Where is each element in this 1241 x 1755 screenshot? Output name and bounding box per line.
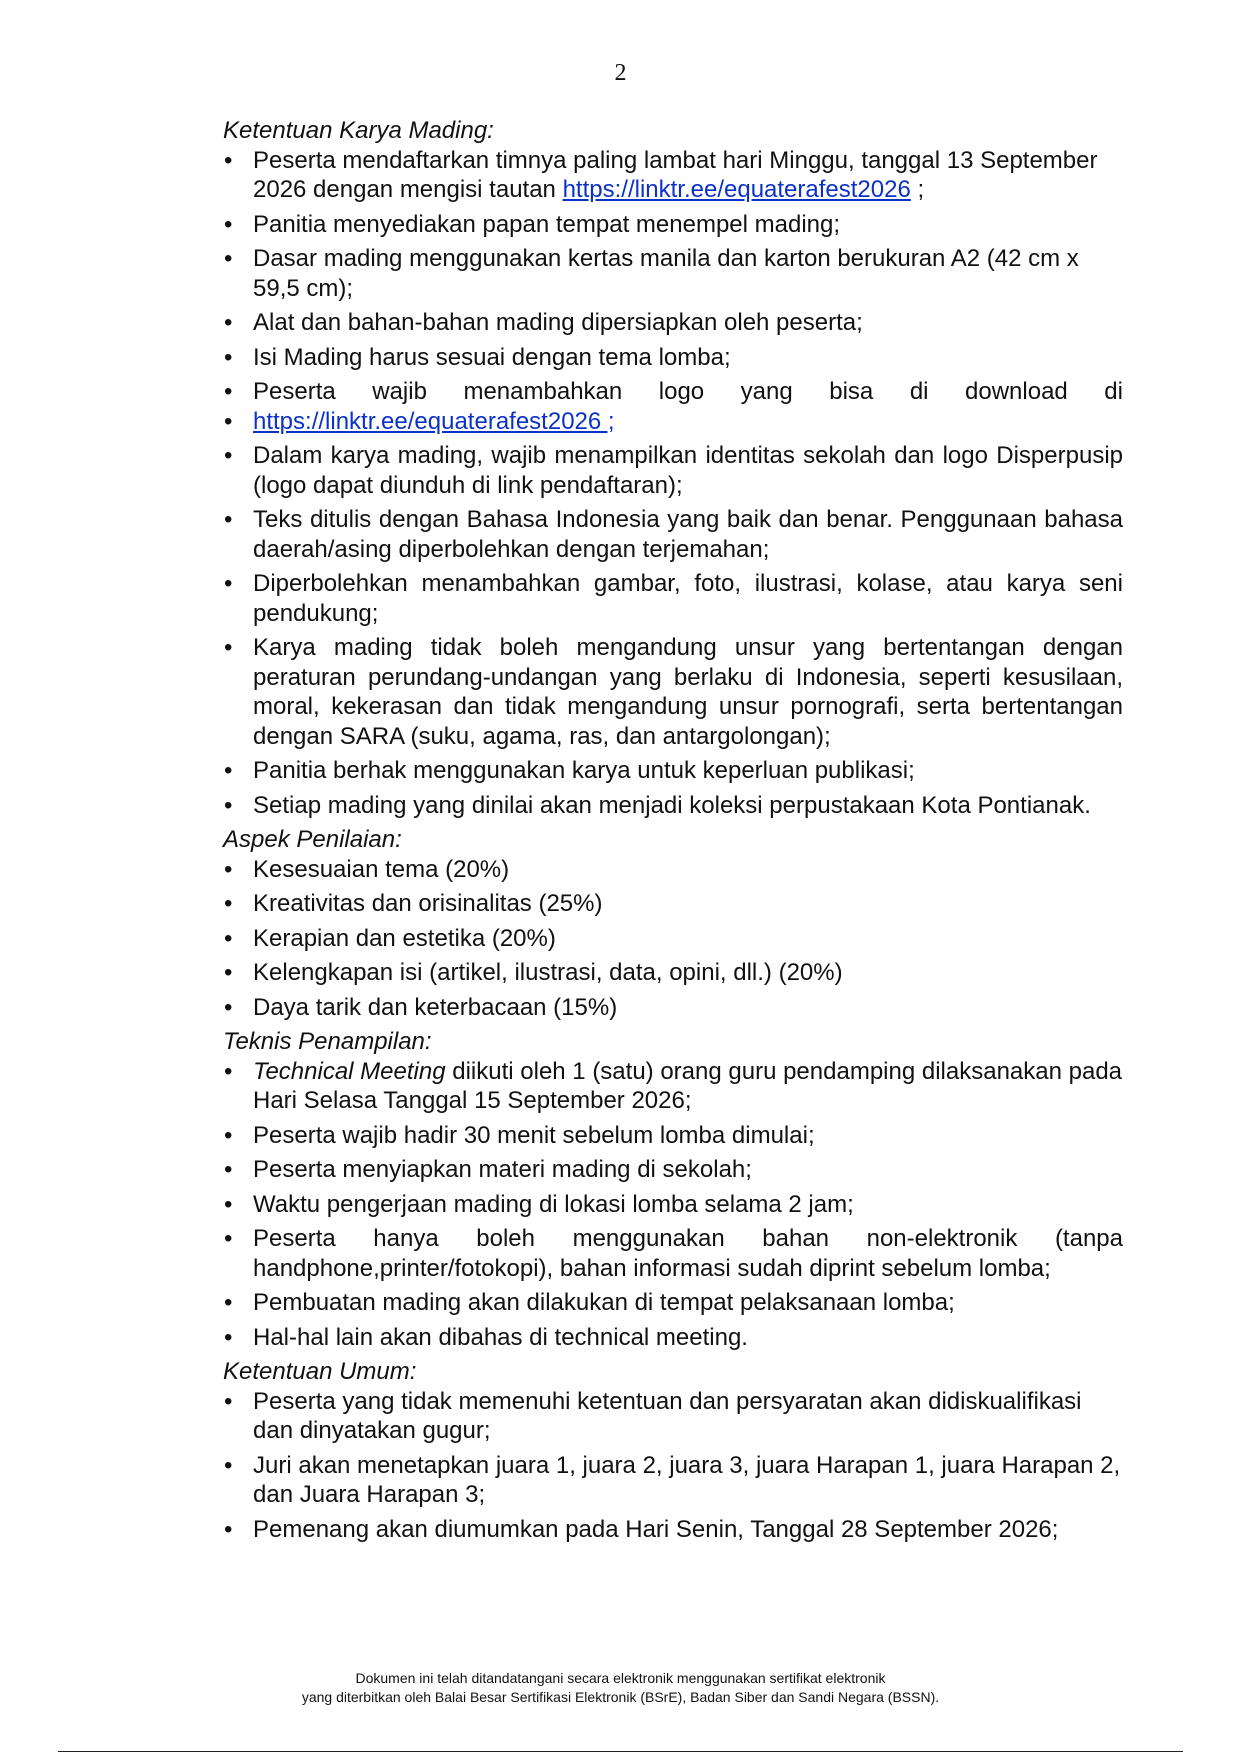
list-item: • Juri akan menetapkan juara 1, juara 2, juara 3, juara Harapan 1, juara Harapan 2, dan Juara Harapan 3; (223, 1451, 1123, 1510)
section-heading-ketentuan-karya-mading: Ketentuan Karya Mading: (223, 117, 494, 144)
list-item: • Alat dan bahan-bahan mading dipersiapkan oleh peserta; (223, 308, 1123, 338)
list-item: • Isi Mading harus sesuai dengan tema lomba; (223, 343, 1123, 373)
list-item: • Peserta yang tidak memenuhi ketentuan dan persyaratan akan didiskualifikasi dan dinyatakan gugur; (223, 1387, 1123, 1446)
list-item: • Peserta wajib hadir 30 menit sebelum lomba dimulai; (223, 1121, 1123, 1151)
list-item: • Kelengkapan isi (artikel, ilustrasi, data, opini, dll.) (20%) (223, 958, 1123, 988)
list-item: • Daya tarik dan keterbacaan (15%) (223, 993, 1123, 1023)
list-item: • Peserta menyiapkan materi mading di sekolah; (223, 1155, 1123, 1185)
section-heading-aspek-penilaian: Aspek Penilaian: (223, 826, 402, 853)
list-item: • Panitia berhak menggunakan karya untuk keperluan publikasi; (223, 756, 1123, 786)
list-item-continuation (223, 407, 1123, 437)
list-item-emphasis: Technical Meeting (253, 1057, 446, 1085)
list-ketentuan-karya-mading (223, 146, 1123, 821)
footer-line-2: yang diterbitkan oleh Balai Besar Sertifikasi Elektronik (BSrE), Badan Siber dan Sandi Negara (BSSN). (301, 1689, 940, 1705)
list-item: • Dasar mading menggunakan kertas manila dan karton berukuran A2 (42 cm x 59,5 cm); (223, 244, 1123, 303)
registration-link[interactable]: https://linktr.ee/equaterafest2026 (562, 176, 911, 203)
list-item (223, 377, 1123, 407)
list-item-text-suffix: ; (910, 176, 925, 203)
list-item: • Kesesuaian tema (20%) (223, 855, 1123, 885)
footer-divider (58, 1751, 1183, 1752)
list-item: • Waktu pengerjaan mading di lokasi lomba selama 2 jam; (223, 1190, 1123, 1220)
list-item-text: Peserta wajib menambahkan logo yang bisa di download di (253, 378, 1123, 405)
list-item: • Pembuatan mading akan dilakukan di tempat pelaksanaan lomba; (223, 1288, 1123, 1318)
footer-line-1: Dokumen ini telah ditandatangani secara elektronik menggunakan sertifikat elektronik (355, 1670, 886, 1686)
list-item: • Karya mading tidak boleh mengandung unsur yang bertentangan dengan peraturan perundang-undangan yang berlaku di Indonesia, seperti kesusilaan, moral, kekerasan dan tidak mengandung unsur pornografi, serta bertentangan dengan SARA (suku, agama, ras, dan antargolongan); (223, 633, 1123, 751)
page-number: 2 (614, 60, 627, 86)
list-item: • Kreativitas dan orisinalitas (25%) (223, 889, 1123, 919)
list-ketentuan-umum (223, 1387, 1123, 1545)
list-aspek-penilaian (223, 855, 1123, 1023)
list-item: • Panitia menyediakan papan tempat menempel mading; (223, 210, 1123, 240)
list-item-text: Peserta mendaftarkan timnya paling lambat hari Minggu, tanggal 13 September 2026 dengan mengisi tautan (253, 146, 1098, 203)
list-item: • Diperbolehkan menambahkan gambar, foto, ilustrasi, kolase, atau karya seni pendukung; (223, 569, 1123, 628)
list-item: • Setiap mading yang dinilai akan menjadi koleksi perpustakaan Kota Pontianak. (223, 791, 1123, 821)
footer-signature-notice (0, 1669, 1241, 1707)
list-item: • Hal-hal lain akan dibahas di technical meeting. (223, 1323, 1123, 1353)
list-item: • Pemenang akan diumumkan pada Hari Senin, Tanggal 28 September 2026; (223, 1515, 1123, 1545)
list-item-text: diikuti oleh 1 (satu) orang guru pendamping dilaksanakan pada Hari Selasa Tanggal 15 September 2026; (253, 1057, 1123, 1114)
list-item (223, 1057, 1123, 1116)
list-teknis-penampilan (223, 1057, 1123, 1353)
document-body (223, 116, 1123, 1549)
section-heading-teknis-penampilan: Teknis Penampilan: (223, 1028, 432, 1055)
section-heading-ketentuan-umum: Ketentuan Umum: (223, 1358, 417, 1385)
list-item: • Dalam karya mading, wajib menampilkan identitas sekolah dan logo Disperpusip (logo dapat diunduh di link pendaftaran); (223, 441, 1123, 500)
list-item: • Peserta hanya boleh menggunakan bahan non-elektronik (tanpa handphone,printer/fotokopi), bahan informasi sudah diprint sebelum lomba; (223, 1224, 1123, 1283)
logo-download-link[interactable]: https://linktr.ee/equaterafest2026 ; (253, 407, 615, 435)
list-item: • Teks ditulis dengan Bahasa Indonesia yang baik dan benar. Penggunaan bahasa daerah/asing diperbolehkan dengan terjemahan; (223, 505, 1123, 564)
list-item: • Kerapian dan estetika (20%) (223, 924, 1123, 954)
list-item (223, 146, 1123, 205)
